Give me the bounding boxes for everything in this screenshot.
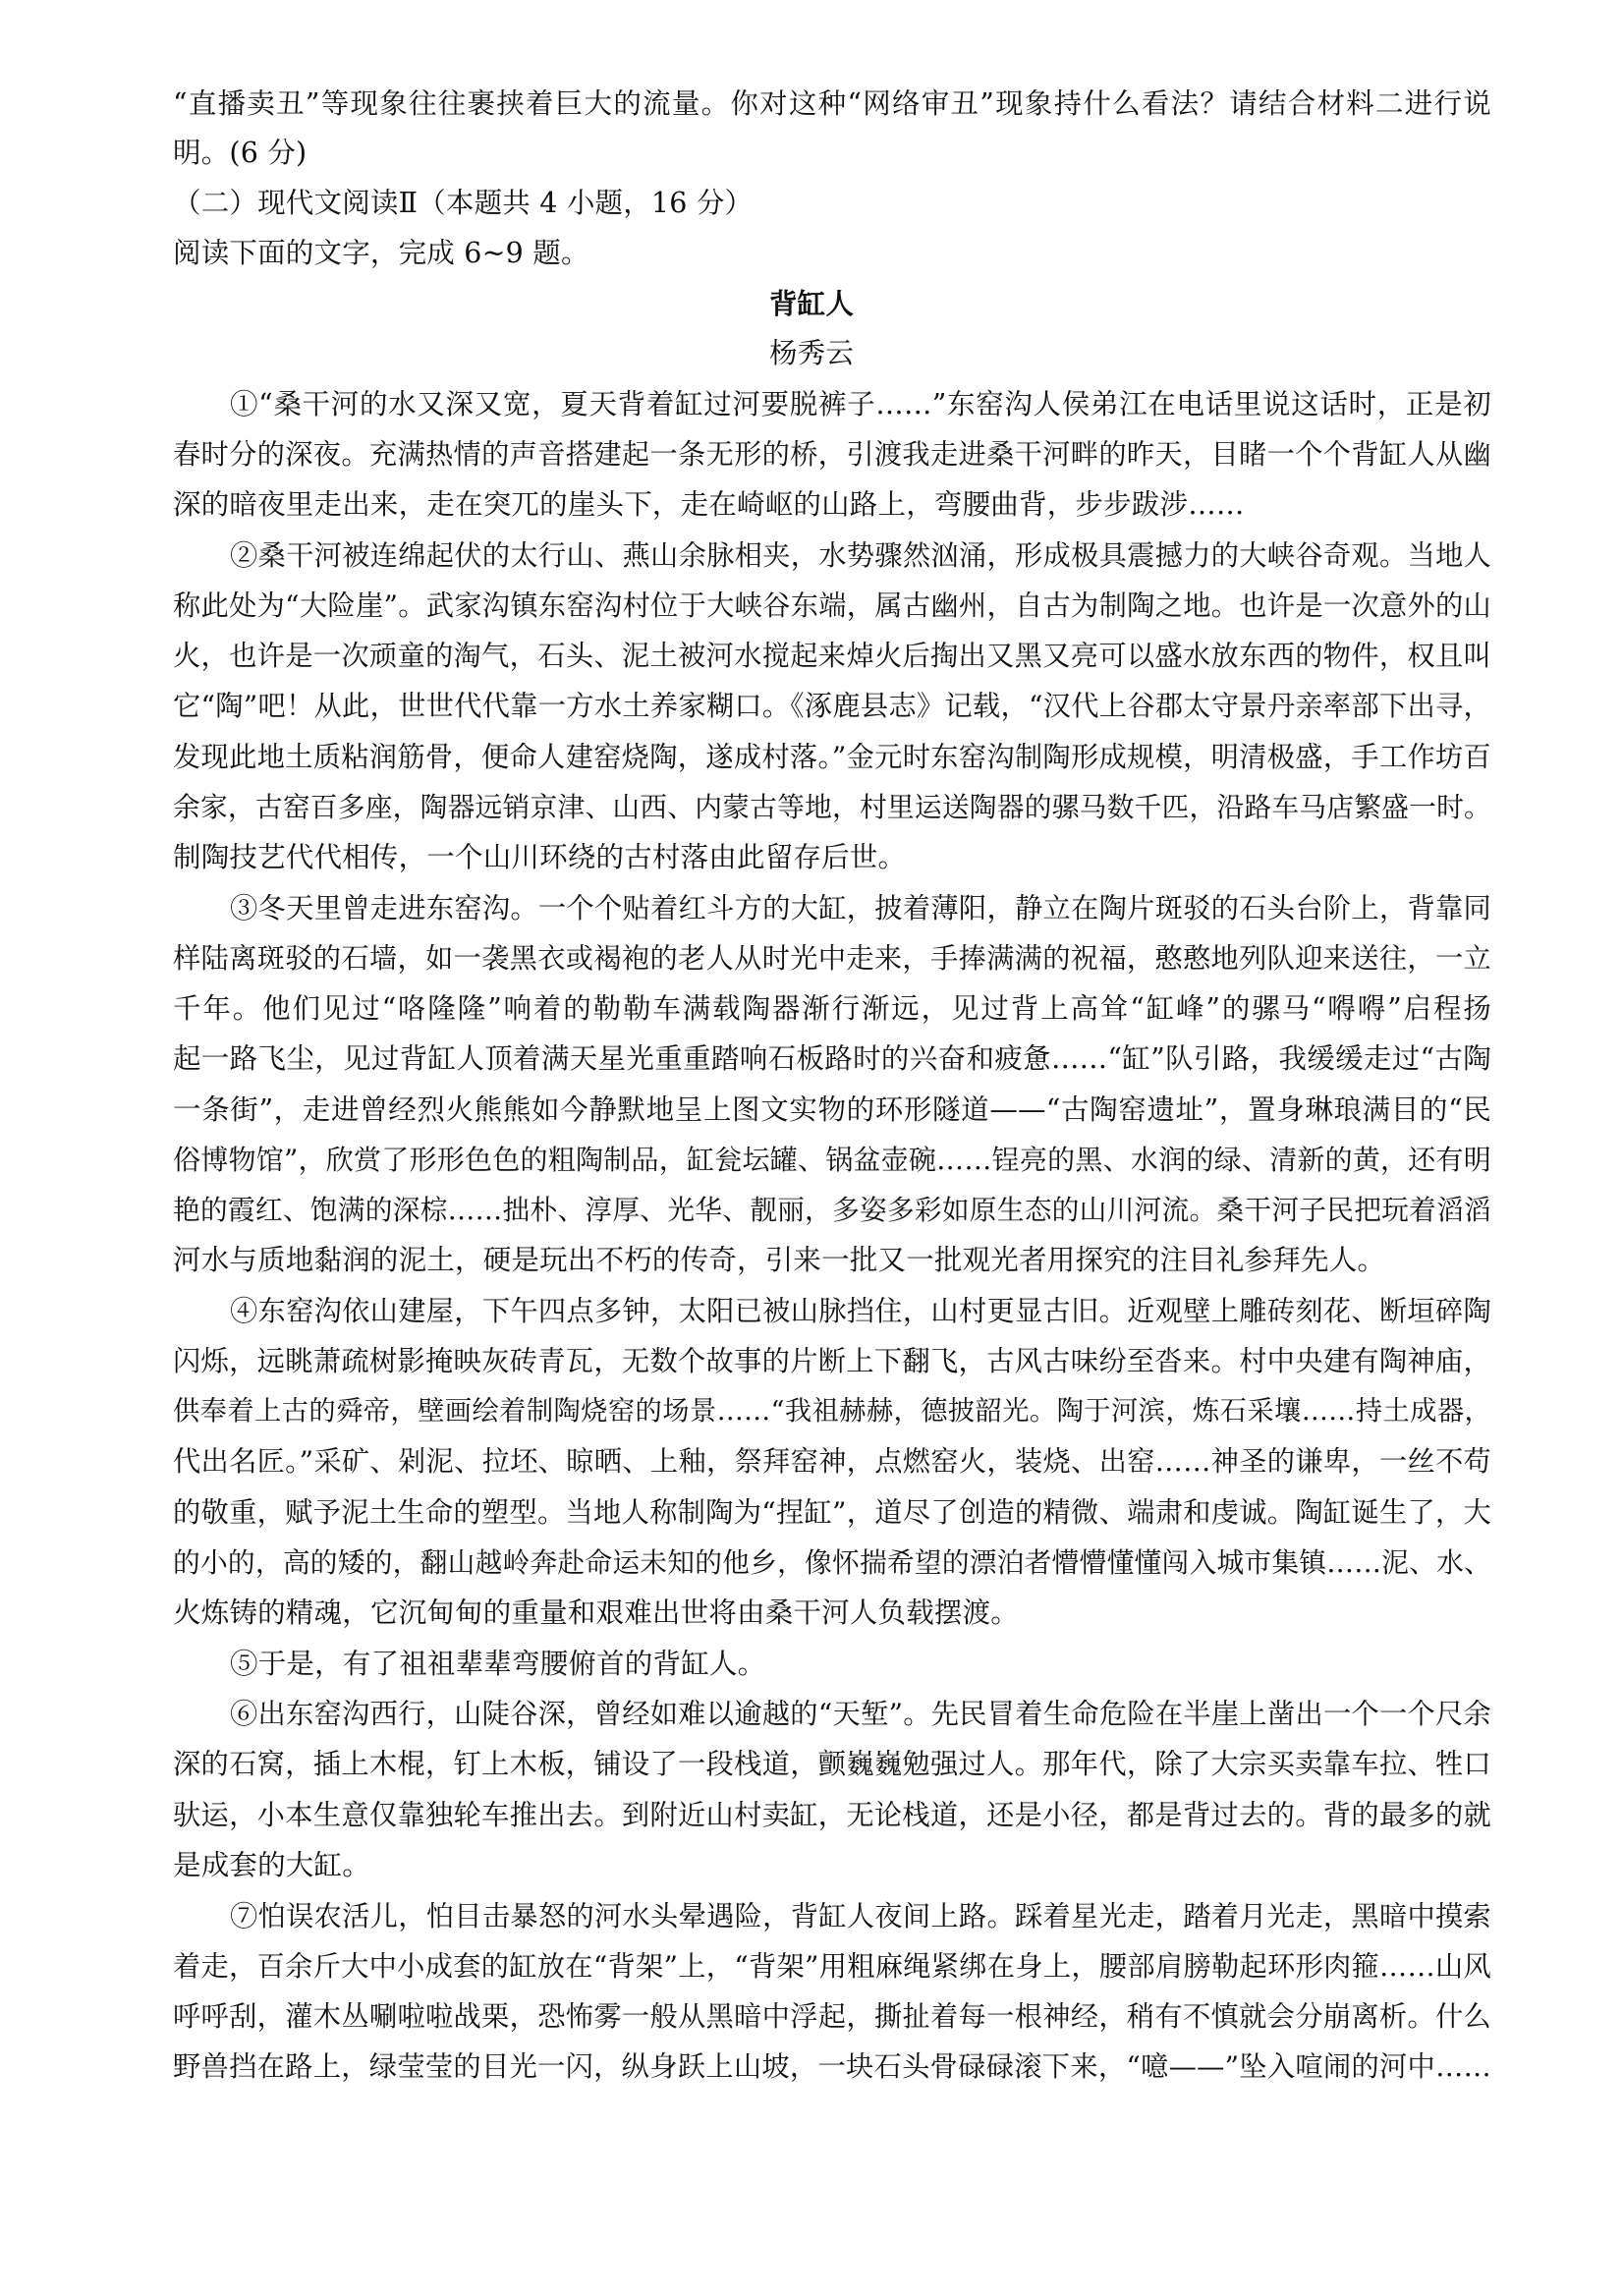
reading-instruction: 阅读下面的文字，完成 6~9 题。	[173, 237, 589, 269]
paragraph-1-line: 春时分的深夜。充满热情的声音搭建起一条无形的桥，引渡我走进桑干河畔的昨天，目睹一个个背缸人从幽	[173, 438, 1491, 471]
article-author: 杨秀云	[768, 337, 855, 369]
paragraph-4-line: ④东窑沟依山建屋，下午四点多钟，太阳已被山脉挡住，山村更显古旧。近观壁上雕砖刻花、断垣碎陶	[230, 1295, 1491, 1327]
paragraph-6-line: 驮运，小本生意仅靠独轮车推出去。到附近山村卖缸，无论栈道，还是小径，都是背过去的。背的最多的就	[173, 1799, 1491, 1831]
paragraph-4-line: 火炼铸的精魂，它沉甸甸的重量和艰难出世将由桑干河人负载摆渡。	[173, 1596, 1020, 1629]
paragraph-3-line: 一条街”，走进曾经烈火熊熊如今静默地呈上图文实物的环形隧道——“古陶窑遗址”，置身琳琅满目的“民	[173, 1093, 1491, 1126]
paragraph-4-line: 代出名匠。”采矿、剁泥、拉坯、晾晒、上釉，祭拜窑神，点燃窑火，装烧、出窑……神圣的谦卑，一丝不苟	[173, 1445, 1491, 1478]
paragraph-3-line: ③冬天里曾走进东窑沟。一个个贴着红斗方的大缸，披着薄阳，静立在陶片斑驳的石头台阶上，背靠同	[230, 892, 1491, 924]
paragraph-2-line: 余家，古窑百多座，陶器远销京津、山西、内蒙古等地，村里运送陶器的骡马数千匹，沿路车马店繁盛一时。	[173, 791, 1491, 823]
paragraph-6-line: 是成套的大缸。	[173, 1849, 370, 1881]
paragraph-3-line: 俗博物馆”，欣赏了形形色色的粗陶制品，缸瓮坛罐、锅盆壶碗……锃亮的黑、水润的绿、清新的黄，还有明	[173, 1144, 1491, 1176]
paragraph-1-line: 深的暗夜里走出来，走在突兀的崖头下，走在崎岖的山路上，弯腰曲背，步步跋涉……	[173, 488, 1245, 521]
paragraph-4-line: 的敬重，赋予泥土生命的塑型。当地人称制陶为“捏缸”，道尽了创造的精微、端肃和虔诚。陶缸诞生了，大	[173, 1496, 1491, 1529]
section-heading: （二）现代文阅读Ⅱ（本题共 4 小题，16 分）	[173, 187, 754, 219]
paragraph-6-line: ⑥出东窑沟西行，山陡谷深，曾经如难以逾越的“天堑”。先民冒着生命危险在半崖上凿出一个一个尺余	[230, 1698, 1491, 1730]
paragraph-2-line: 火，也许是一次顽童的淘气，石头、泥土被河水搅起来焯火后掏出又黑又亮可以盛水放东西的物件，权且叫	[173, 640, 1491, 672]
question-tail-line-1: “直播卖丑”等现象往往裹挟着巨大的流量。你对这种“网络审丑”现象持什么看法？请结合材料二进行说	[173, 87, 1491, 120]
paragraph-5-line: ⑤于是，有了祖祖辈辈弯腰俯首的背缸人。	[230, 1648, 766, 1680]
paragraph-3-line: 样陆离斑驳的石墙，如一袭黑衣或褐袍的老人从时光中走来，手捧满满的祝福，憨憨地列队迎来送往，一立	[173, 942, 1491, 975]
paragraph-4-line: 的小的，高的矮的，翻山越岭奔赴命运未知的他乡，像怀揣希望的漂泊者懵懵懂懂闯入城市集镇……泥、水、	[173, 1546, 1491, 1579]
paragraph-4-line: 闪烁，远眺萧疏树影掩映灰砖青瓦，无数个故事的片断上下翻飞，古风古味纷至沓来。村中央建有陶神庙，	[173, 1345, 1491, 1377]
question-tail-line-2: 明。(6 分)	[173, 137, 308, 169]
paragraph-7-line: 着走，百余斤大中小成套的缸放在“背架”上，“背架”用粗麻绳紧绑在身上，腰部肩膀勒起环形肉箍……山风	[173, 1950, 1491, 1983]
paragraph-4-line: 供奉着上古的舜帝，壁画绘着制陶烧窑的场景……“我祖赫赫，德披韶光。陶于河滨，炼石采壤……持土成器，	[173, 1396, 1491, 1427]
paragraph-3-line: 千年。他们见过“咯隆隆”响着的勒勒车满载陶器渐行渐远，见过背上高耸“缸峰”的骡马“嘚嘚”启程扬	[173, 992, 1491, 1025]
paragraph-7-line: ⑦怕误农活儿，怕目击暴怒的河水头晕遇险，背缸人夜间上路。踩着星光走，踏着月光走，黑暗中摸索	[230, 1900, 1491, 1932]
paragraph-1-line: ①“桑干河的水又深又宽，夏天背着缸过河要脱裤子……”东窑沟人侯弟江在电话里说这话时，正是初	[230, 388, 1491, 420]
paragraph-6-line: 深的石窝，插上木棍，钉上木板，铺设了一段栈道，颤巍巍勉强过人。那年代，除了大宗买卖靠车拉、牲口	[173, 1748, 1491, 1780]
paragraph-2-line: 称此处为“大险崖”。武家沟镇东窑沟村位于大峡谷东端，属古幽州，自古为制陶之地。也许是一次意外的山	[173, 589, 1491, 622]
paragraph-3-line: 艳的霞红、饱满的深棕……拙朴、淳厚、光华、靓丽，多姿多彩如原生态的山川河流。桑干河子民把玩着滔滔	[173, 1194, 1491, 1226]
paragraph-2-line: 发现此地土质粘润筋骨，便命人建窑烧陶，遂成村落。”金元时东窑沟制陶形成规模，明清极盛，手工作坊百	[173, 741, 1491, 773]
paragraph-2-line: 它“陶”吧！从此，世世代代靠一方水土养家糊口。《涿鹿县志》记载，“汉代上谷郡太守景丹亲率部下出寻，	[173, 690, 1491, 722]
paragraph-2-line: ②桑干河被连绵起伏的太行山、燕山余脉相夹，水势骤然汹涌，形成极具震撼力的大峡谷奇观。当地人	[230, 539, 1491, 572]
paragraph-3-line: 河水与质地黏润的泥土，硬是玩出不朽的传奇，引来一批又一批观光者用探究的注目礼参拜先人。	[173, 1244, 1386, 1276]
paragraph-7-line: 呼呼刮，灌木丛唰啦啦战栗，恐怖雾一般从黑暗中浮起，撕扯着每一根神经，稍有不慎就会分崩离析。什么	[173, 2000, 1491, 2033]
article-title: 背缸人	[768, 287, 855, 320]
paragraph-7-line: 野兽挡在路上，绿莹莹的目光一闪，纵身跃上山坡，一块石头骨碌碌滚下来，“噫——”坠入喧闹的河中……	[173, 2050, 1491, 2083]
paragraph-3-line: 起一路飞尘，见过背缸人顶着满天星光重重踏响石板路时的兴奋和疲惫……“缸”队引路，我缓缓走过“古陶	[173, 1042, 1491, 1075]
paragraph-2-line: 制陶技艺代代相传，一个山川环绕的古村落由此留存后世。	[173, 841, 907, 873]
